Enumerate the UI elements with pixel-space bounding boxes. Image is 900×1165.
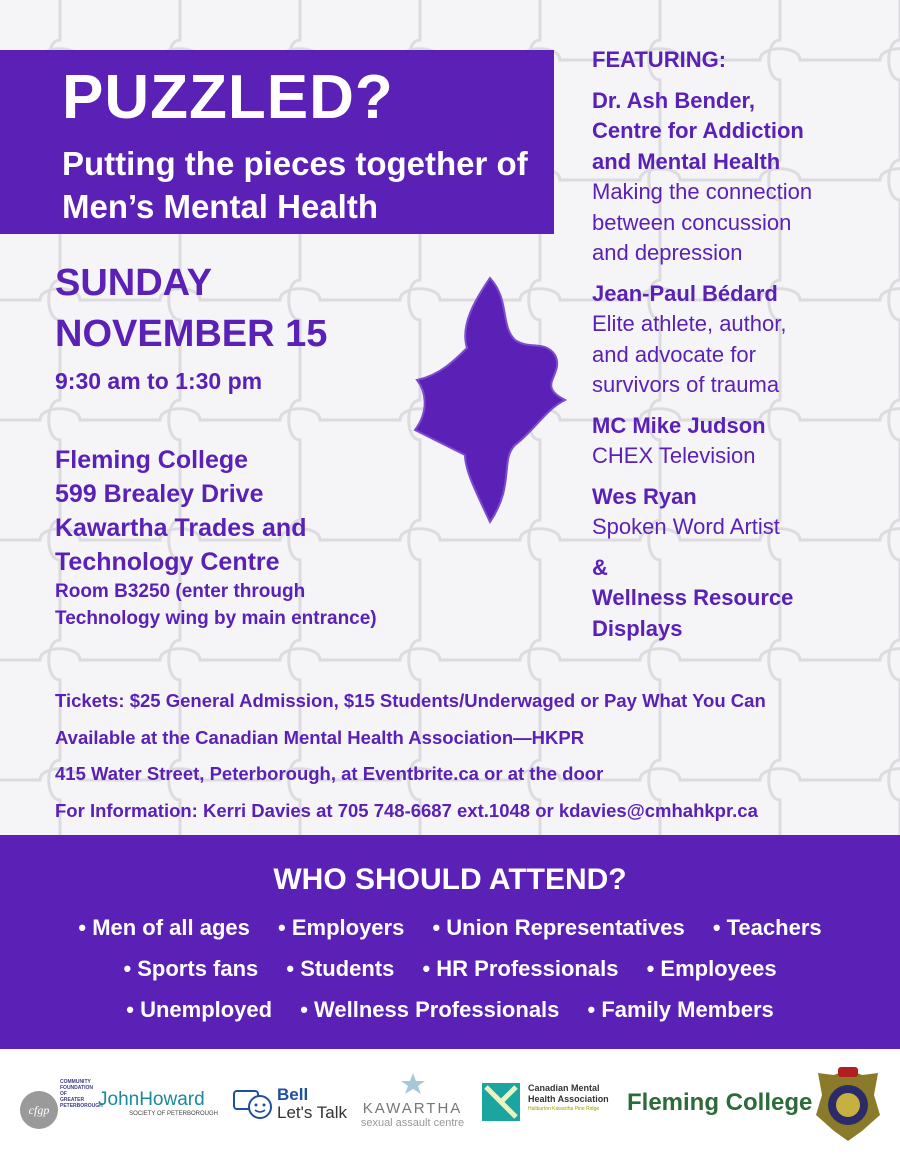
speaker-desc: survivors of trauma: [592, 372, 780, 397]
kawartha-logo: KAWARTHA sexual assault centre: [360, 1071, 465, 1129]
ticket-line: Available at the Canadian Mental Health Association—HKPR: [55, 726, 585, 748]
attendee-item: • Employers: [278, 915, 405, 940]
page-title: PUZZLED?: [62, 63, 394, 132]
john-howard-logo: JohnHoward SOCIETY OF PETERBOROUGH: [98, 1089, 218, 1117]
featuring-section: [592, 45, 892, 644]
fleming-college-logo: Fleming College: [627, 1089, 813, 1116]
speaker-desc: Spoken Word Artist: [592, 514, 780, 539]
police-crest-icon: [812, 1065, 884, 1145]
attend-band: [0, 835, 900, 1049]
ampersand: &: [592, 554, 608, 580]
event-date: NOVEMBER 15: [55, 313, 328, 355]
attend-heading: WHO SHOULD ATTEND?: [273, 863, 627, 896]
speaker-name: Dr. Ash Bender,: [592, 87, 756, 113]
attendee-item: • Men of all ages: [78, 915, 250, 940]
speaker-name: Centre for Addiction: [592, 118, 804, 143]
ticket-line: Tickets: $25 General Admission, $15 Students/Underwaged or Pay What You Can: [55, 690, 766, 711]
venue-line: Kawartha Trades and: [55, 514, 307, 542]
title-banner: [0, 50, 554, 234]
ticket-line: 415 Water Street, Peterborough, at Eventbrite.ca or at the door: [55, 763, 604, 784]
cf-mark-icon: cfgp: [20, 1091, 58, 1129]
room-line: Room B3250 (enter through: [55, 581, 306, 602]
ticket-line: For Information: Kerri Davies at 705 748-6687 ext.1048 or kdavies@cmhahkpr.ca: [55, 799, 758, 821]
event-venue: [55, 443, 435, 579]
speaker-desc: and depression: [592, 240, 743, 265]
attendee-item: • Teachers: [712, 915, 822, 940]
speech-bubble-icon: [232, 1087, 274, 1123]
ticket-info: [55, 683, 885, 829]
attend-row: [0, 915, 900, 941]
attendee-item: • Sports fans: [123, 956, 259, 981]
speaker-name: and Mental Health: [592, 148, 781, 174]
venue-line: Fleming College: [55, 446, 249, 474]
attendee-item: • Employees: [646, 956, 777, 981]
speaker-desc: Elite athlete, author,: [592, 311, 787, 336]
attendee-item: • Students: [286, 956, 395, 981]
attendee-item: • Unemployed: [126, 997, 273, 1022]
venue-line: 599 Brealey Drive: [55, 480, 264, 508]
star-icon: [399, 1071, 427, 1095]
attend-row: [0, 997, 900, 1023]
page-subtitle: Putting the pieces together of Men’s Mental Health: [62, 145, 528, 225]
featuring-heading: FEATURING:: [592, 47, 727, 72]
speaker-desc: Making the connection: [592, 179, 813, 204]
speaker-desc: CHEX Television: [592, 443, 756, 468]
venue-line: Technology Centre: [55, 548, 280, 576]
room-line: Technology wing by main entrance): [55, 608, 377, 629]
attend-row: [0, 956, 900, 982]
attendee-item: • Wellness Professionals: [300, 997, 560, 1022]
event-room: [55, 578, 455, 632]
speaker-name: Wes Ryan: [592, 483, 697, 509]
attendee-item: • Union Representatives: [432, 915, 685, 940]
speaker-name: Jean-Paul Bédard: [592, 280, 778, 306]
event-time: 9:30 am to 1:30 pm: [55, 368, 263, 394]
attendee-item: • HR Professionals: [422, 956, 619, 981]
event-day: SUNDAY: [55, 262, 212, 304]
cmha-mark-icon: [482, 1083, 520, 1121]
sponsor-logos: cfgp COMMUNITY FOUNDATION OF GREATER PETERBOROUGH JohnHoward SOCIETY OF PETERBOROUGH Bell Let's Talk KAWARTHA sexual assault centre Canadian Mental Health Association Haliburton Kawartha Pine Ridge Fleming College: [0, 1049, 900, 1165]
speaker-name: MC Mike Judson: [592, 412, 766, 438]
attendee-item: • Family Members: [587, 997, 774, 1022]
speaker-desc: between concussion: [592, 209, 792, 235]
extra-feature: Wellness Resource: [592, 585, 794, 610]
speaker-desc: and advocate for: [592, 341, 756, 367]
community-foundation-logo: cfgp COMMUNITY FOUNDATION OF GREATER PETERBOROUGH: [20, 1079, 90, 1139]
extra-feature: Displays: [592, 615, 683, 641]
